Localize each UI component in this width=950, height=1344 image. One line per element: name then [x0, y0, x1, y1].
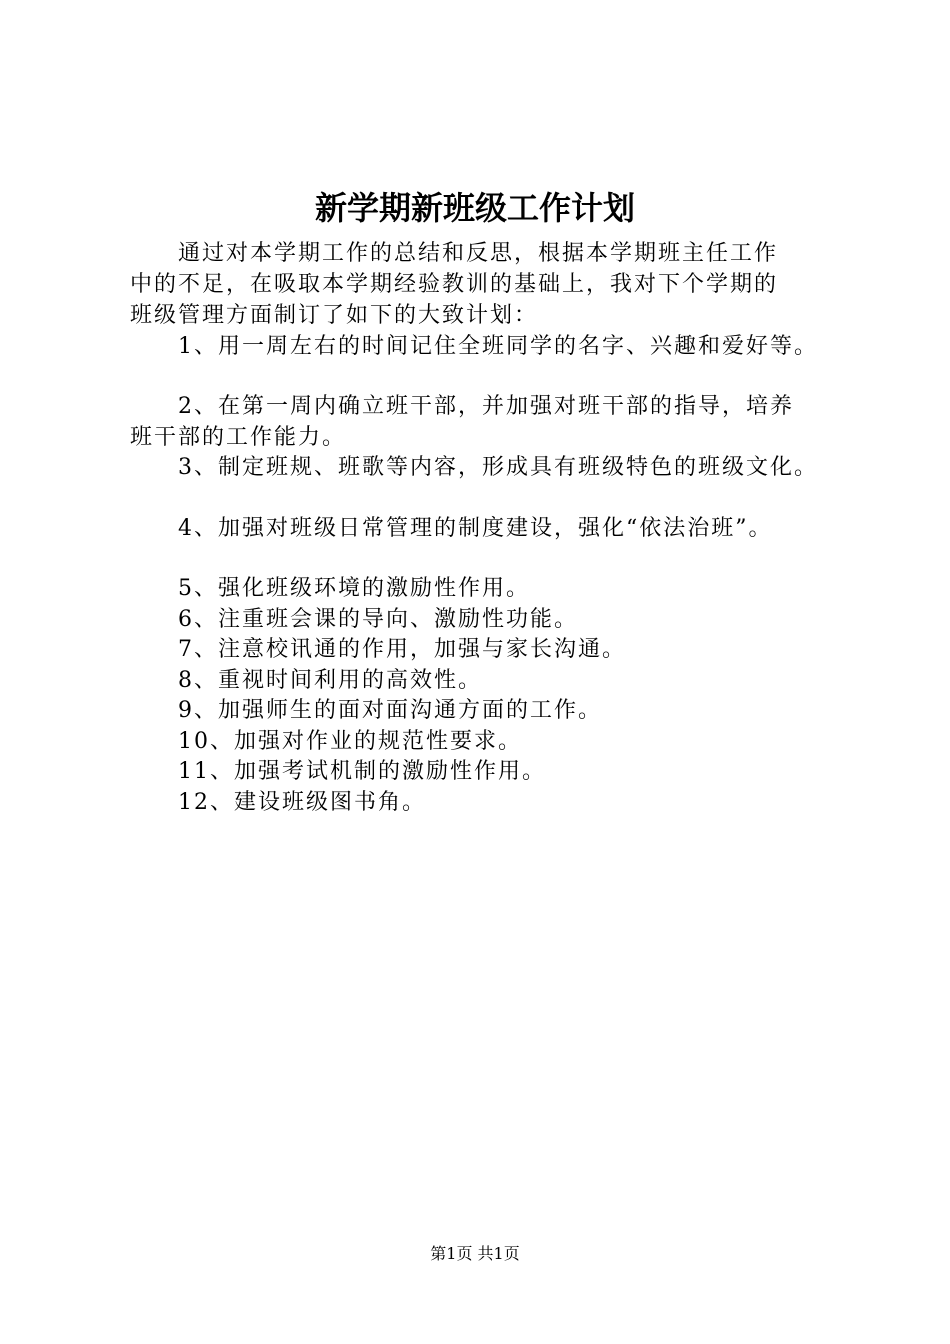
plan-item-12: [130, 787, 426, 818]
plan-item-line: 2、在第一周内确立班干部，并加强对班干部的指导，培养: [178, 394, 794, 419]
plan-item-line: 6、注重班会课的导向、激励性功能。: [178, 607, 578, 632]
plan-item-3: [130, 452, 818, 483]
plan-item-2: [130, 391, 794, 453]
plan-item-line: 12、建设班级图书角。: [178, 790, 426, 815]
plan-item-line: 班干部的工作能力。: [130, 425, 347, 450]
intro-line: 中的不足，在吸取本学期经验教训的基础上，我对下个学期的: [130, 272, 779, 297]
plan-item-11: [130, 756, 546, 787]
plan-item-5: [130, 573, 530, 604]
plan-item-line: 1、用一周左右的时间记住全班同学的名字、兴趣和爱好等。: [178, 334, 818, 359]
plan-item-9: [130, 695, 602, 726]
plan-item-10: [130, 726, 522, 757]
plan-item-line: 3、制定班规、班歌等内容，形成具有班级特色的班级文化。: [178, 455, 818, 480]
plan-item-line: 7、注意校讯通的作用，加强与家长沟通。: [178, 637, 626, 662]
plan-item-line: 4、加强对班级日常管理的制度建设，强化“依法治班”。: [178, 516, 773, 541]
plan-item-7: [130, 634, 626, 665]
plan-item-6: [130, 604, 578, 635]
plan-item-1: [130, 331, 818, 362]
page-title: 新学期新班级工作计划: [314, 189, 635, 227]
plan-item-line: 5、强化班级环境的激励性作用。: [178, 576, 530, 601]
plan-item-line: 8、重视时间利用的高效性。: [178, 668, 482, 693]
page-footer: 第1页 共1页: [430, 1244, 520, 1263]
plan-item-line: 11、加强考试机制的激励性作用。: [178, 759, 546, 784]
intro-line: 班级管理方面制订了如下的大致计划：: [130, 303, 539, 328]
plan-item-8: [130, 665, 482, 696]
plan-item-4: [130, 513, 773, 544]
intro-paragraph: [130, 238, 850, 331]
plan-item-line: 10、加强对作业的规范性要求。: [178, 729, 522, 754]
intro-line: 通过对本学期工作的总结和反思，根据本学期班主任工作: [178, 241, 779, 266]
plan-item-line: 9、加强师生的面对面沟通方面的工作。: [178, 698, 602, 723]
